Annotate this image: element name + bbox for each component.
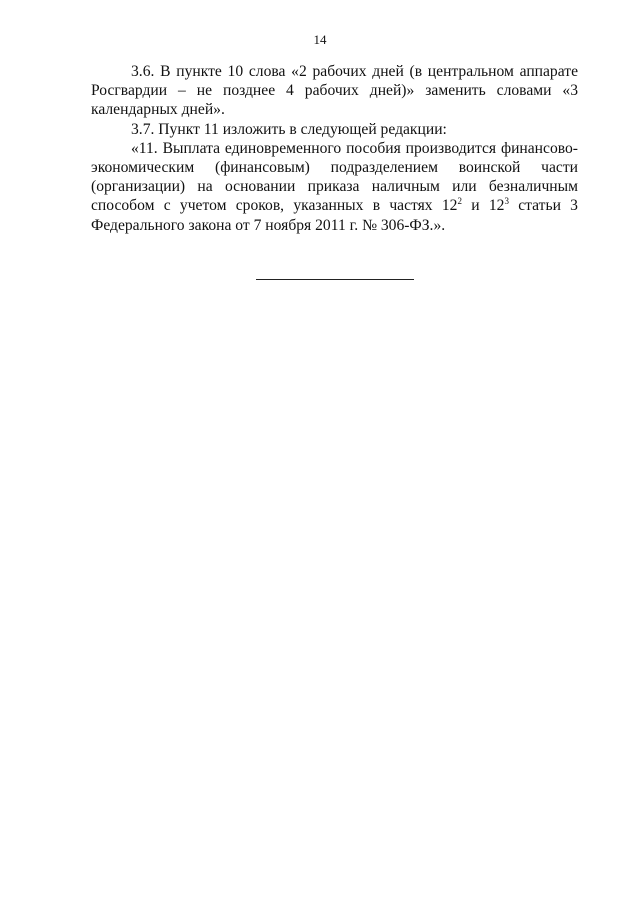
paragraph-3-7: 3.7. Пункт 11 изложить в следующей редакции: <box>131 120 447 138</box>
point-11-text-part2: и 12 <box>461 197 505 215</box>
paragraph-3-6: 3.6. В пункте 10 слова «2 рабочих дней (в центральном аппарате Росгвардии – не позднее 4 рабочих дней)» заменить словами «3 календарных дней». <box>91 63 578 119</box>
paragraph-point-11 <box>91 139 578 235</box>
point-11-text-part3: статьи 3 Федерального закона от 7 ноября 2011 г. № 306-ФЗ.». <box>91 197 578 234</box>
end-divider-line <box>256 279 414 280</box>
document-body <box>91 62 578 235</box>
superscript-3: 3 <box>504 196 509 207</box>
page-number: 14 <box>313 32 327 47</box>
point-11-text-part1: «11. Выплата единовременного пособия производится финансово-экономическим (финансовым) подразделением воинской части (организации) на основании приказа наличным или безналичным способом с учетом сроков, указанных в частях 12 <box>91 139 578 215</box>
superscript-2: 2 <box>457 196 462 207</box>
